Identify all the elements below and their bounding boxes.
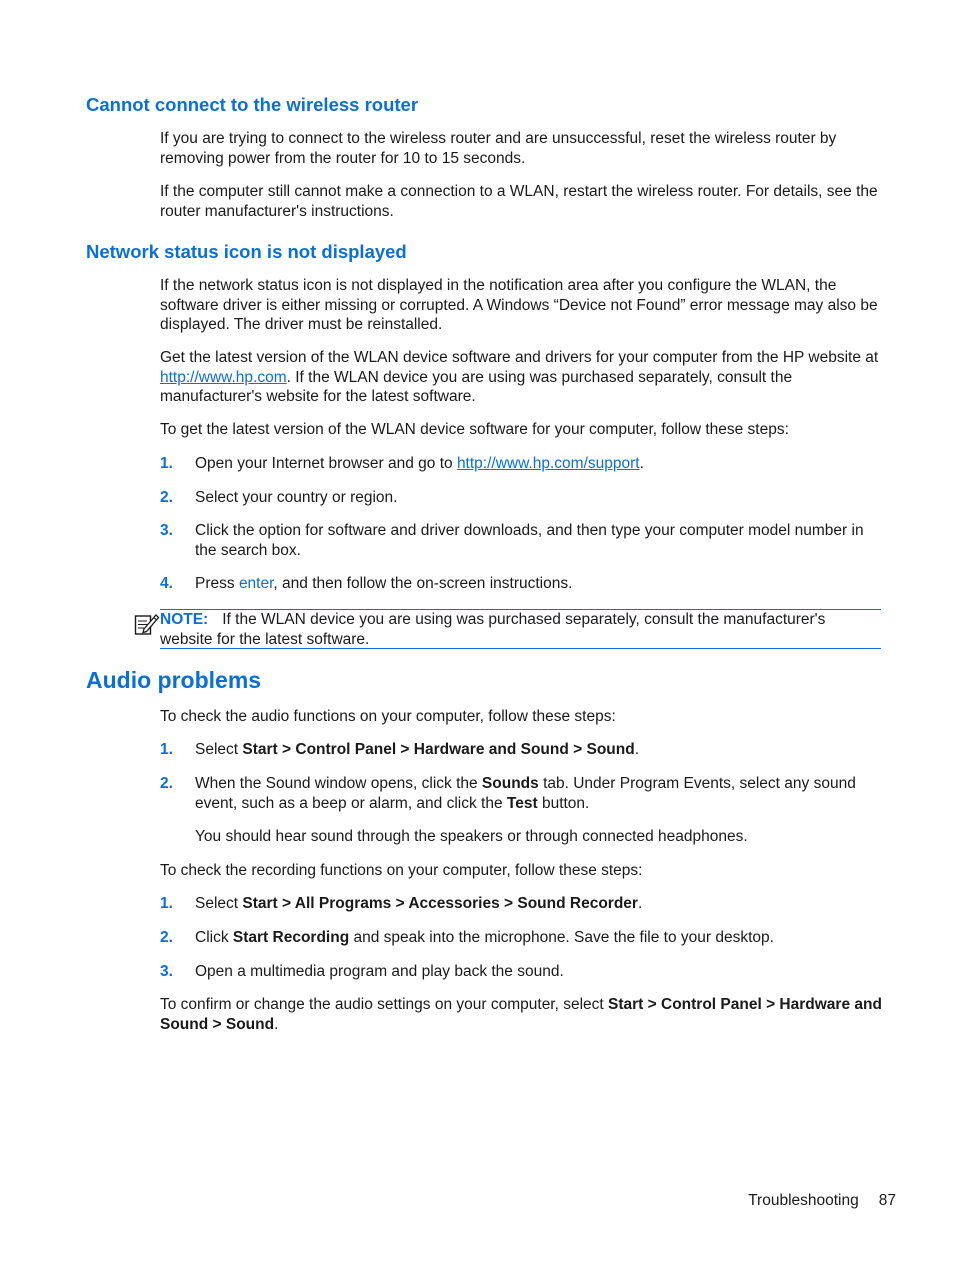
step-text-end: and speak into the microphone. Save the file to your desktop. [349,929,774,946]
enter-key: enter [238,575,274,592]
step-text [195,774,885,813]
router-paragraph-2: If the computer still cannot make a connection to a WLAN, restart the wireless router. For details, see the router manufacturer's instructions. [160,183,878,220]
step-text-end: . [639,455,644,472]
audio-closing-end: . [274,1015,279,1033]
step-number: 1. [160,741,173,758]
step-bold: Start > All Programs > Accessories > Sound Recorder [242,895,638,912]
note-text: If the WLAN device you are using was purchased separately, consult the manufacturer's website for the latest software. [160,611,826,648]
page-footer [748,1191,896,1211]
step-text [195,740,885,760]
network-paragraph-2-end: . If the WLAN device you are using was purchased separately, consult the manufacturer's website for the latest software. [160,368,793,405]
step-text [195,894,885,914]
note-box [160,609,881,649]
step-text-mid: tab. Under Program Events, select any sound event, such as a beep or alarm, and click the [195,775,856,812]
network-paragraph-2 [160,348,885,407]
audio-closing [160,995,885,1034]
step-text-end: . [634,741,640,758]
step-text-start: Select [195,741,243,758]
step-text: Select your country or region. [195,489,398,506]
step-number: 4. [160,575,173,592]
list-item [160,774,885,813]
list-item [160,928,885,948]
step-bold: Start Recording [232,929,350,946]
step-text-start: Open your Internet browser and go to [195,455,457,472]
audio-closing-start: To confirm or change the audio settings on your computer, select [160,996,609,1013]
audio-intro-1: To check the audio functions on your computer, follow these steps: [160,708,616,725]
step-text: Click the option for software and driver downloads, and then type your computer model number in the search box. [195,522,864,559]
step-text [195,574,885,594]
step-text [195,928,885,948]
hp-website-link[interactable]: http://www.hp.com [160,368,287,386]
hp-support-link[interactable]: http://www.hp.com/support [456,455,640,472]
section-heading-audio: Audio problems [86,667,262,693]
list-item [160,574,885,594]
step-number: 2. [160,929,173,946]
list-item [160,454,885,474]
step-text-start: When the Sound window opens, click the [195,775,482,792]
step-number: 1. [160,455,173,472]
list-item [160,740,885,760]
section-heading-network: Network status icon is not displayed [86,241,407,262]
step-bold: Sounds [481,775,539,792]
step-number: 3. [160,963,173,980]
note-content [160,610,881,649]
list-item [160,962,885,982]
list-item [160,894,885,914]
audio-intro-2: To check the recording functions on your computer, follow these steps: [160,862,643,879]
page-number: 87 [878,1192,896,1209]
router-paragraph-1: If you are trying to connect to the wireless router and are unsuccessful, reset the wireless router by removing power from the router for 10 to 15 seconds. [160,130,837,167]
network-paragraph-3: To get the latest version of the WLAN device software for your computer, follow these steps: [160,421,789,438]
network-paragraph-2-start: Get the latest version of the WLAN device software and drivers for your computer from the HP website at [160,349,879,366]
step-text-end: button. [537,794,590,812]
step-text-end: , and then follow the on-screen instructions. [273,575,573,592]
step-number: 2. [160,775,173,792]
step-text: Open a multimedia program and play back the sound. [195,963,564,980]
note-icon [134,612,160,636]
audio-sub-note: You should hear sound through the speakers or through connected headphones. [195,828,748,845]
footer-section-title: Troubleshooting [748,1192,859,1209]
list-item [160,521,885,560]
step-text [195,454,885,474]
list-item [160,488,885,508]
network-paragraph-1: If the network status icon is not displayed in the notification area after you configure the WLAN, the software driver is either missing or corrupted. A Windows “Device not Found” error message may also be displayed. The driver must be reinstalled. [160,277,878,333]
section-heading-router: Cannot connect to the wireless router [86,94,419,115]
step-number: 2. [160,489,173,506]
step-bold-2: Test [506,794,538,812]
audio-closing-bold: Start > Control Panel > Hardware and Sound > Sound [160,996,882,1033]
step-text-start: Press [195,575,239,592]
step-bold: Start > Control Panel > Hardware and Sound > Sound [242,741,635,758]
note-label: NOTE: [160,611,209,628]
step-text-start: Select [195,895,243,912]
step-text-end: . [637,895,643,912]
step-text-start: Click [195,929,233,946]
step-number: 3. [160,522,173,539]
step-number: 1. [160,895,173,912]
